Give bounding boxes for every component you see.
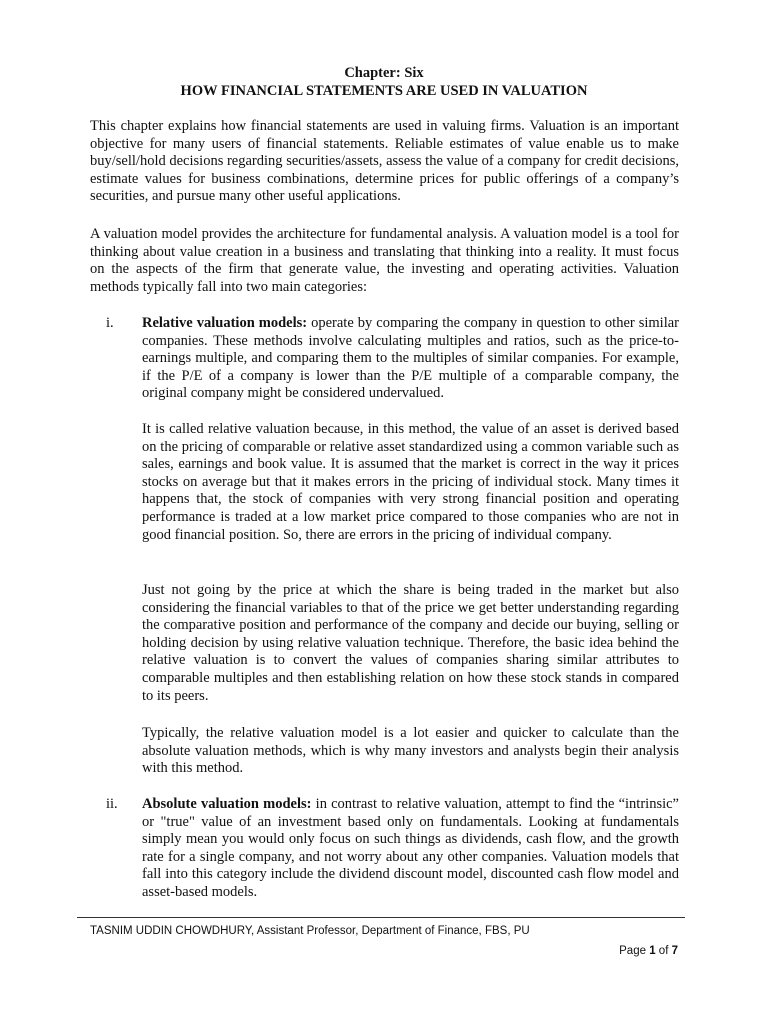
page-total: 7 [671, 945, 678, 957]
footer-divider [77, 917, 685, 918]
absolute-valuation-text: in contrast to relative valuation, attempt to find the “intrinsic” or "true" value of an investment based only on fundamentals. Looking at fundamentals simply mean you would only focus on such things as dividends, cash flow, and the growth rate for a single company, and not worry about any other companies. Valuation models that fall into this category include the dividend discount model, discounted cash flow model and asset-based models. [142, 796, 679, 900]
page-number [619, 944, 678, 958]
footer-author: TASNIM UDDIN CHOWDHURY, Assistant Professor, Department of Finance, FBS, PU [90, 925, 530, 937]
chapter-title: HOW FINANCIAL STATEMENTS ARE USED IN VALUATION [180, 83, 588, 99]
list-number-ii: ii. [106, 796, 118, 812]
page-of: of [658, 945, 669, 957]
page-current: 1 [649, 945, 656, 957]
relative-valuation-paragraph-3: Just not going by the price at which the share is being traded in the market but also considering the financial variables to that of the price we get better understanding regarding the comparative position and performance of the company and decide our buying, selling or holding decision by using relative valuation technique. Therefore, the basic idea behind the relative valuation is to convert the values of companies sharing similar attributes to comparable multiples and then establishing relation on how these stock stands in compared to its peers. [142, 582, 679, 704]
intro-paragraph-2: A valuation model provides the architecture for fundamental analysis. A valuation model is a tool for thinking about value creation in a business and translating that thinking into a reality. It must focus on the aspects of the firm that generate value, the investing and operating activities. Valuation methods typically fall into two main categories: [90, 226, 679, 295]
relative-valuation-paragraph-4: Typically, the relative valuation model is a lot easier and quicker to calculate than the absolute valuation methods, which is why many investors and analysts begin their analysis with this method. [142, 725, 679, 777]
relative-valuation-paragraph-2: It is called relative valuation because, in this method, the value of an asset is derived based on the pricing of comparable or relative asset standardized using a common variable such as sales, earnings and book value. It is assumed that the market is correct in the way it prices stocks on average but that it makes errors in the pricing of individual stock. Many times it happens that, the stock of companies with very strong financial position and operating performance is traded at a low market price compared to those companies who are not in good financial position. So, there are errors in the pricing of individual company. [142, 421, 679, 543]
page-word: Page [619, 945, 646, 957]
relative-valuation-text: operate by comparing the company in question to other similar companies. These methods involve calculating multiples and ratios, such as the price-to-earnings multiple, and comparing them to the multiples of similar companies. For example, if the P/E of a company is lower than the P/E multiple of a comparable company, the original company might be considered undervalued. [142, 315, 679, 402]
absolute-valuation-lead: Absolute valuation models: [142, 796, 312, 812]
intro-paragraph-1: This chapter explains how financial statements are used in valuing firms. Valuation is an important objective for many users of financial statements. Reliable estimates of value enable us to make buy/sell/hold decisions regarding securities/assets, assess the value of a company for credit decisions, estimate values for business combinations, determine prices for public offerings of a company’s securities, and pursue many other useful applications. [90, 118, 679, 205]
relative-valuation-lead: Relative valuation models: [142, 315, 308, 331]
relative-valuation-paragraph-1 [142, 315, 679, 403]
list-number-i: i. [106, 315, 114, 331]
chapter-label: Chapter: Six [344, 65, 424, 81]
absolute-valuation-paragraph [142, 796, 679, 902]
